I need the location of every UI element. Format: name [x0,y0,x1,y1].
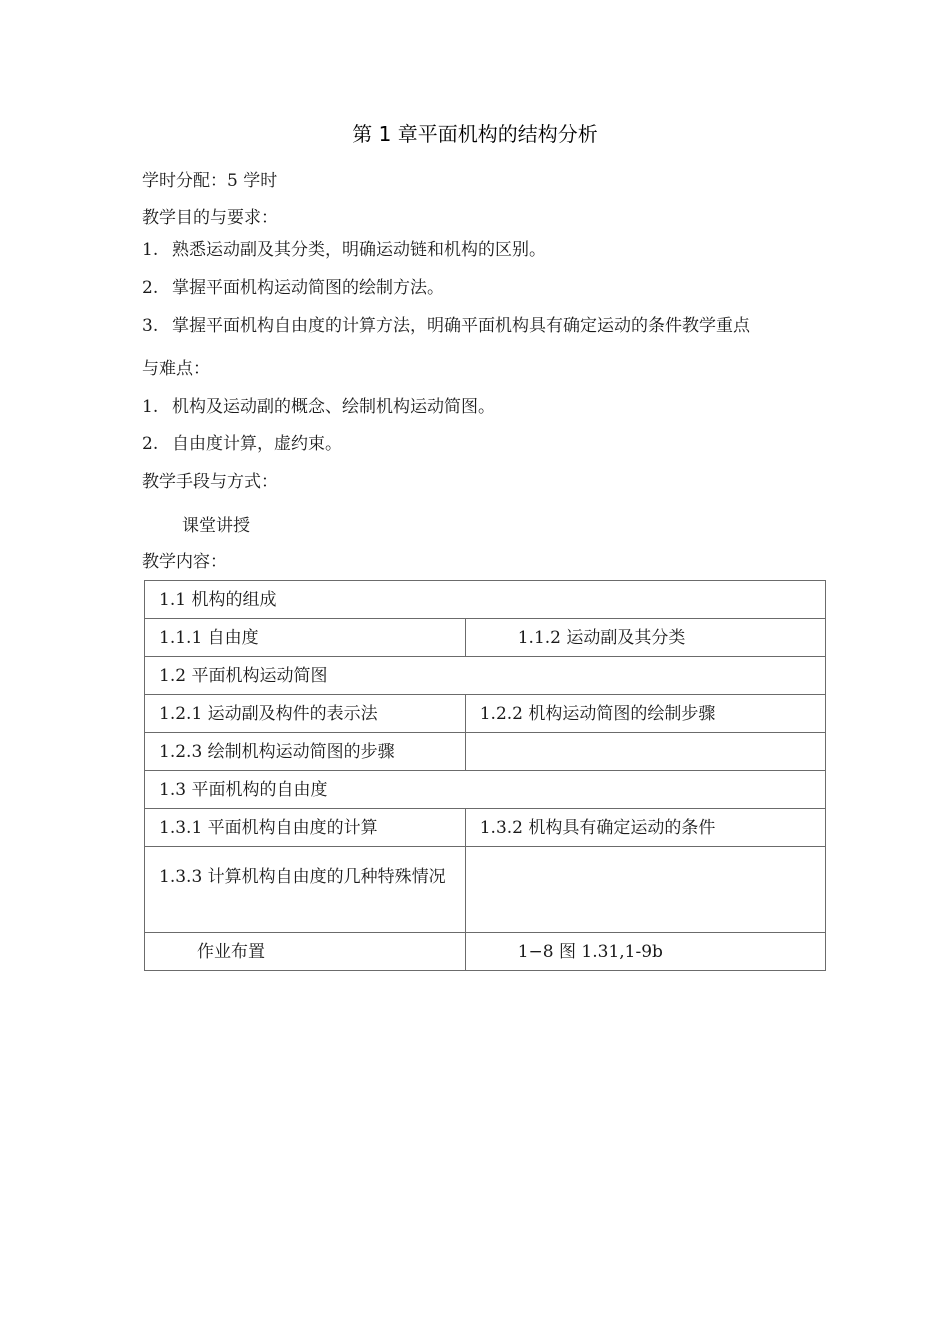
table-cell: 1.1 机构的组成 [145,581,826,619]
methods-heading: 教学手段与方式： [142,472,278,492]
teaching-content-table [144,580,826,971]
objective-item [142,314,750,338]
table-cell: 1.2 平面机构运动简图 [145,657,826,695]
methods-value: 课堂讲授 [182,516,250,536]
table-row [145,657,826,695]
table-cell: 1.3 平面机构的自由度 [145,771,826,809]
objective-number: 1. [142,240,159,260]
table-cell [465,733,825,771]
table-row [145,847,826,933]
difficulty-item [142,432,342,456]
objective-number: 3. [142,316,159,336]
table-cell [465,847,825,933]
table-row [145,933,826,971]
table-cell: 作业布置 [145,933,466,971]
table-row [145,581,826,619]
objective-text: 掌握平面机构运动简图的绘制方法。 [172,278,444,298]
table-cell: 1.1.1 自由度 [145,619,466,657]
table-cell: 1.3.1 平面机构自由度的计算 [145,809,466,847]
table-cell: 1.2.2 机构运动简图的绘制步骤 [465,695,825,733]
chapter-title: 第 1 章平面机构的结构分析 [352,122,598,146]
objective-text: 掌握平面机构自由度的计算方法，明确平面机构具有确定运动的条件教学重点 [172,316,750,336]
table-row [145,619,826,657]
table-cell: 1.2.1 运动副及构件的表示法 [145,695,466,733]
objective-item [142,238,546,262]
objectives-heading: 教学目的与要求： [142,208,278,228]
table-row [145,809,826,847]
hours-allocation: 学时分配：5 学时 [142,171,278,191]
difficulties-heading: 与难点： [142,359,210,379]
difficulty-text: 机构及运动副的概念、绘制机构运动简图。 [172,397,495,417]
objective-item [142,276,444,300]
difficulty-number: 2. [142,434,159,454]
difficulty-number: 1. [142,397,159,417]
objective-number: 2. [142,278,159,298]
content-heading: 教学内容： [142,552,227,572]
table-cell: 1−8 图 1.31,1-9b [465,933,825,971]
table-cell: 1.3.3 计算机构自由度的几种特殊情况 [145,847,466,933]
table-cell: 1.1.2 运动副及其分类 [465,619,825,657]
table-cell: 1.3.2 机构具有确定运动的条件 [465,809,825,847]
table-row [145,733,826,771]
table-row [145,695,826,733]
table-cell: 1.2.3 绘制机构运动简图的步骤 [145,733,466,771]
difficulty-text: 自由度计算，虚约束。 [172,434,342,454]
difficulty-item [142,395,495,419]
objective-text: 熟悉运动副及其分类，明确运动链和机构的区别。 [172,240,546,260]
table-row [145,771,826,809]
